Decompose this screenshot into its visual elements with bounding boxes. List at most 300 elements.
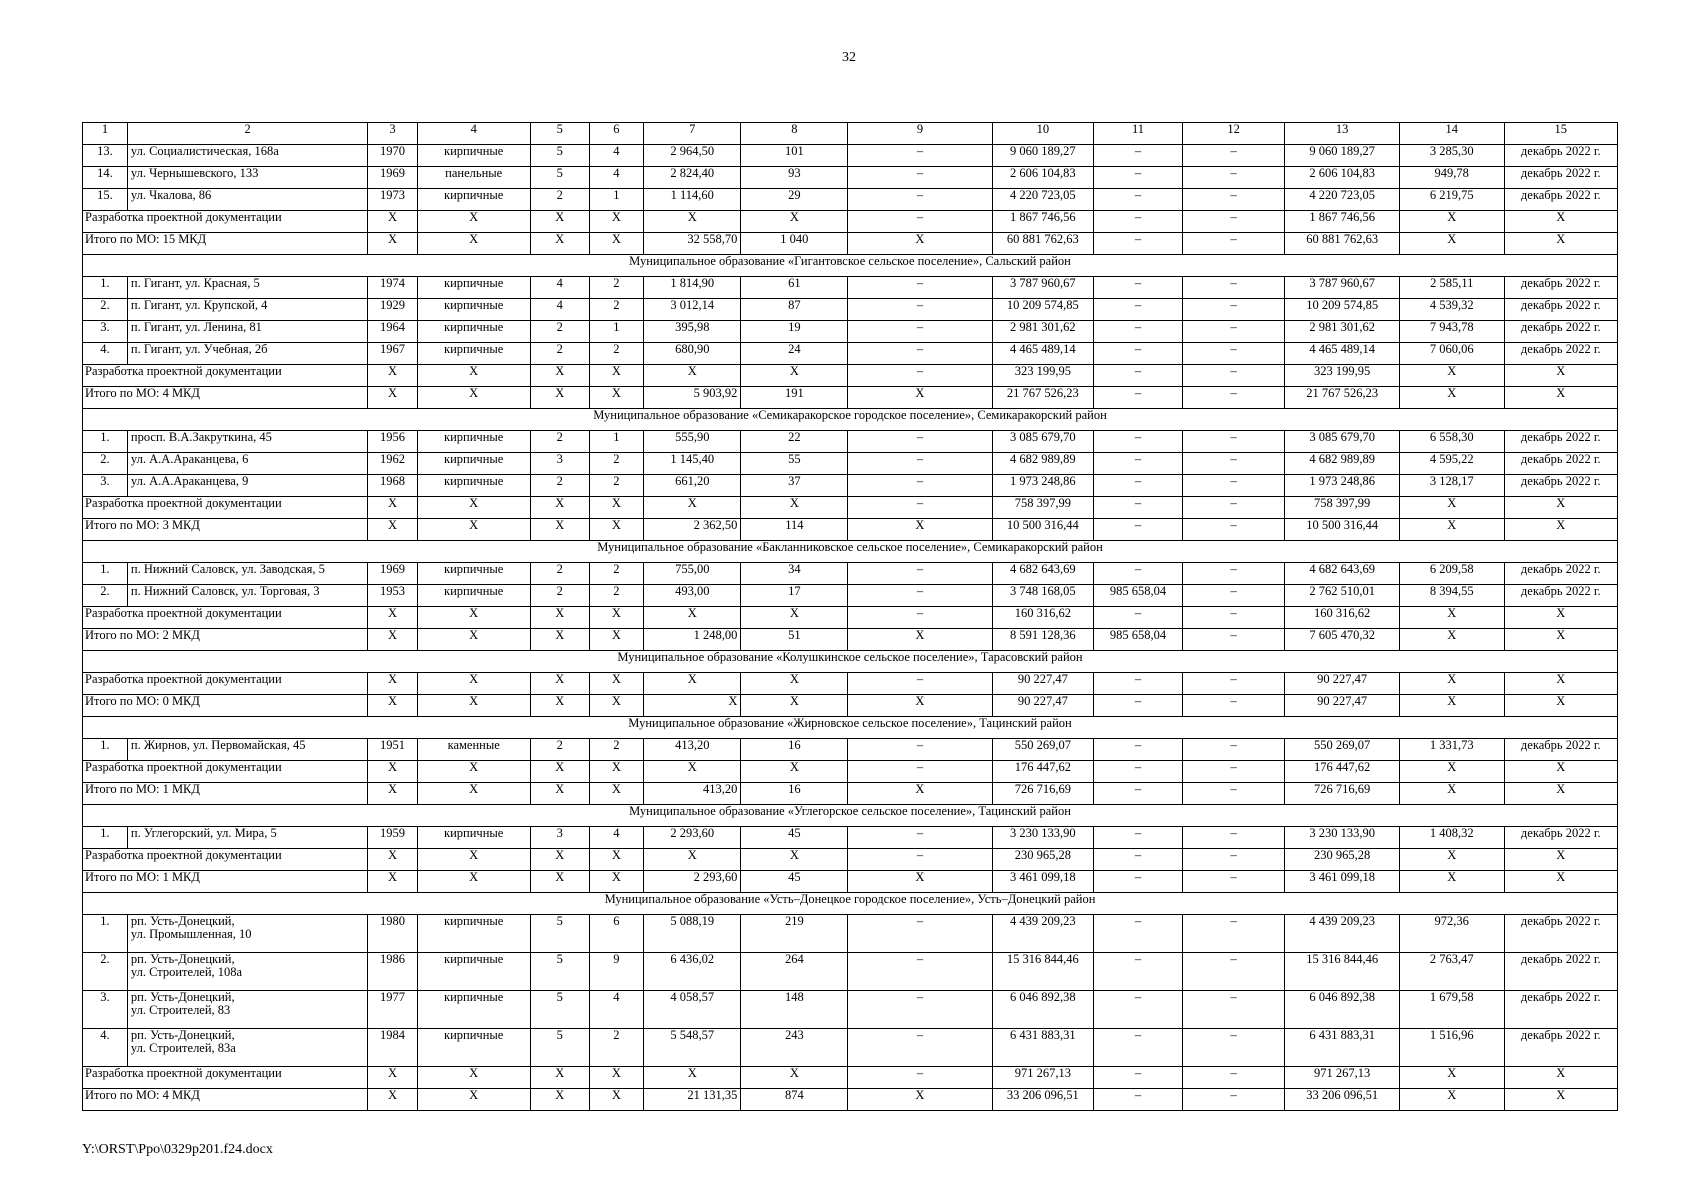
cell-col-8: 55 — [741, 453, 848, 475]
cell-col-14: 7 060,06 — [1399, 343, 1504, 365]
cell-col-12: – — [1182, 211, 1285, 233]
cell-col-5: 5 — [530, 915, 589, 953]
cell-col-4: каменные — [417, 739, 530, 761]
cell-col-1: 1. — [83, 431, 128, 453]
cell-col-5: Х — [530, 1067, 589, 1089]
cell-col-11: – — [1094, 563, 1183, 585]
cell-col-7: 1 248,00 — [644, 629, 741, 651]
cell-col-1: 3. — [83, 321, 128, 343]
column-number-1: 1 — [83, 123, 128, 145]
cell-col-9: Х — [848, 629, 992, 651]
cell-col-1: 2. — [83, 585, 128, 607]
municipality-total-row — [83, 387, 1618, 409]
cell-col-5: Х — [530, 761, 589, 783]
cell-col-15: декабрь 2022 г. — [1504, 299, 1617, 321]
cell-col-10: 2 606 104,83 — [992, 167, 1094, 189]
cell-col-3: Х — [368, 497, 417, 519]
cell-col-9: – — [848, 277, 992, 299]
cell-col-11: – — [1094, 1067, 1183, 1089]
cell-col-1: 15. — [83, 189, 128, 211]
column-number-2: 2 — [127, 123, 368, 145]
cell-col-9: – — [848, 321, 992, 343]
cell-col-2 — [127, 1029, 368, 1067]
cell-col-9: – — [848, 1067, 992, 1089]
cell-col-7: 2 824,40 — [644, 167, 741, 189]
cell-col-10: 6 046 892,38 — [992, 991, 1094, 1029]
address-line-2: ул. Промышленная, 10 — [130, 927, 252, 942]
cell-col-13: 4 682 989,89 — [1285, 453, 1399, 475]
cell-col-7: Х — [644, 673, 741, 695]
cell-col-3: 1984 — [368, 1029, 417, 1067]
project-doc-label: Разработка проектной документации — [83, 849, 368, 871]
cell-col-8: Х — [741, 1067, 848, 1089]
cell-col-12: – — [1182, 431, 1285, 453]
header-row — [83, 123, 1618, 145]
cell-col-11: – — [1094, 915, 1183, 953]
cell-col-1: 4. — [83, 1029, 128, 1067]
cell-col-5: 3 — [530, 827, 589, 849]
cell-col-10: 21 767 526,23 — [992, 387, 1094, 409]
cell-col-6: Х — [589, 519, 644, 541]
cell-col-7: Х — [644, 211, 741, 233]
cell-col-6: 2 — [589, 563, 644, 585]
cell-col-11: – — [1094, 167, 1183, 189]
cell-col-4: кирпичные — [417, 991, 530, 1029]
cell-col-13: 4 682 643,69 — [1285, 563, 1399, 585]
cell-col-12: – — [1182, 1067, 1285, 1089]
cell-col-5: Х — [530, 629, 589, 651]
cell-col-6: Х — [589, 1089, 644, 1111]
cell-col-15: декабрь 2022 г. — [1504, 739, 1617, 761]
cell-col-9: – — [848, 431, 992, 453]
cell-col-13: 90 227,47 — [1285, 673, 1399, 695]
cell-col-13: 1 973 248,86 — [1285, 475, 1399, 497]
cell-col-10: 10 500 316,44 — [992, 519, 1094, 541]
cell-col-15: декабрь 2022 г. — [1504, 343, 1617, 365]
cell-col-14: Х — [1399, 607, 1504, 629]
cell-col-14: 1 679,58 — [1399, 991, 1504, 1029]
municipality-total-row — [83, 871, 1618, 893]
cell-col-10: 3 085 679,70 — [992, 431, 1094, 453]
cell-col-6: Х — [589, 783, 644, 805]
cell-col-10: 33 206 096,51 — [992, 1089, 1094, 1111]
cell-col-6: 2 — [589, 1029, 644, 1067]
cell-col-11: – — [1094, 321, 1183, 343]
cell-col-14: Х — [1399, 519, 1504, 541]
cell-col-12: – — [1182, 629, 1285, 651]
cell-col-4: кирпичные — [417, 277, 530, 299]
cell-col-5: Х — [530, 673, 589, 695]
cell-col-7: 1 114,60 — [644, 189, 741, 211]
municipality-total-row — [83, 1089, 1618, 1111]
cell-col-15: декабрь 2022 г. — [1504, 145, 1617, 167]
cell-col-11: – — [1094, 953, 1183, 991]
cell-col-1: 3. — [83, 991, 128, 1029]
municipality-total-row — [83, 695, 1618, 717]
cell-col-5: 3 — [530, 453, 589, 475]
address-line-1: рп. Усть-Донецкий, — [130, 952, 235, 966]
cell-col-13: 7 605 470,32 — [1285, 629, 1399, 651]
cell-col-4: Х — [417, 761, 530, 783]
cell-col-5: 5 — [530, 953, 589, 991]
cell-col-1: 2. — [83, 953, 128, 991]
cell-col-3: 1970 — [368, 145, 417, 167]
cell-col-15: декабрь 2022 г. — [1504, 827, 1617, 849]
cell-col-14: Х — [1399, 387, 1504, 409]
cell-col-8: 874 — [741, 1089, 848, 1111]
cell-col-7: 5 548,57 — [644, 1029, 741, 1067]
cell-col-4: Х — [417, 629, 530, 651]
cell-col-8: 37 — [741, 475, 848, 497]
cell-col-5: 5 — [530, 167, 589, 189]
project-doc-label: Разработка проектной документации — [83, 211, 368, 233]
cell-col-11: 985 658,04 — [1094, 629, 1183, 651]
cell-col-3: 1977 — [368, 991, 417, 1029]
cell-col-15: Х — [1504, 1067, 1617, 1089]
cell-col-3: 1951 — [368, 739, 417, 761]
cell-col-3: Х — [368, 1067, 417, 1089]
cell-col-10: 971 267,13 — [992, 1067, 1094, 1089]
cell-col-10: 4 439 209,23 — [992, 915, 1094, 953]
municipality-total-row — [83, 233, 1618, 255]
cell-col-12: – — [1182, 849, 1285, 871]
cell-col-13: 60 881 762,63 — [1285, 233, 1399, 255]
column-number-13: 13 — [1285, 123, 1399, 145]
cell-col-11: – — [1094, 1089, 1183, 1111]
cell-col-14: Х — [1399, 497, 1504, 519]
cell-col-13: 1 867 746,56 — [1285, 211, 1399, 233]
cell-col-15: декабрь 2022 г. — [1504, 1029, 1617, 1067]
cell-col-8: 61 — [741, 277, 848, 299]
cell-col-13: 4 439 209,23 — [1285, 915, 1399, 953]
building-row — [83, 739, 1618, 761]
cell-col-14: Х — [1399, 233, 1504, 255]
cell-col-8: 148 — [741, 991, 848, 1029]
cell-col-4: Х — [417, 519, 530, 541]
total-label: Итого по МО: 4 МКД — [83, 1089, 368, 1111]
cell-col-11: – — [1094, 145, 1183, 167]
cell-col-15: декабрь 2022 г. — [1504, 189, 1617, 211]
cell-col-9: – — [848, 915, 992, 953]
cell-col-10: 3 748 168,05 — [992, 585, 1094, 607]
cell-col-9: – — [848, 167, 992, 189]
cell-col-10: 4 682 989,89 — [992, 453, 1094, 475]
cell-col-4: Х — [417, 211, 530, 233]
cell-col-9: – — [848, 497, 992, 519]
cell-col-12: – — [1182, 233, 1285, 255]
cell-col-4: кирпичные — [417, 431, 530, 453]
cell-col-2 — [127, 991, 368, 1029]
cell-col-15: декабрь 2022 г. — [1504, 915, 1617, 953]
building-row — [83, 827, 1618, 849]
cell-col-6: 4 — [589, 145, 644, 167]
cell-col-15: Х — [1504, 783, 1617, 805]
cell-col-1: 1. — [83, 277, 128, 299]
cell-col-2: п. Нижний Саловск, ул. Заводская, 5 — [127, 563, 368, 585]
cell-col-8: 19 — [741, 321, 848, 343]
cell-col-7: 3 012,14 — [644, 299, 741, 321]
cell-col-6: 2 — [589, 453, 644, 475]
municipality-total-row — [83, 783, 1618, 805]
cell-col-10: 230 965,28 — [992, 849, 1094, 871]
cell-col-1: 2. — [83, 299, 128, 321]
cell-col-12: – — [1182, 475, 1285, 497]
building-row — [83, 1029, 1618, 1067]
cell-col-3: Х — [368, 695, 417, 717]
cell-col-14: Х — [1399, 211, 1504, 233]
cell-col-12: – — [1182, 871, 1285, 893]
cell-col-11: – — [1094, 1029, 1183, 1067]
cell-col-7: 2 293,60 — [644, 827, 741, 849]
page-number: 32 — [842, 50, 856, 65]
total-label: Итого по МО: 0 МКД — [83, 695, 368, 717]
cell-col-7: 1 814,90 — [644, 277, 741, 299]
cell-col-4: кирпичные — [417, 321, 530, 343]
building-row — [83, 299, 1618, 321]
cell-col-13: 3 085 679,70 — [1285, 431, 1399, 453]
cell-col-10: 10 209 574,85 — [992, 299, 1094, 321]
cell-col-9: Х — [848, 387, 992, 409]
cell-col-11: – — [1094, 475, 1183, 497]
column-number-3: 3 — [368, 123, 417, 145]
cell-col-3: 1929 — [368, 299, 417, 321]
total-label: Итого по МО: 2 МКД — [83, 629, 368, 651]
cell-col-6: Х — [589, 497, 644, 519]
cell-col-9: – — [848, 343, 992, 365]
cell-col-7: 5 088,19 — [644, 915, 741, 953]
project-documentation-row — [83, 1067, 1618, 1089]
cell-col-15: декабрь 2022 г. — [1504, 431, 1617, 453]
total-label: Итого по МО: 15 МКД — [83, 233, 368, 255]
cell-col-12: – — [1182, 953, 1285, 991]
cell-col-3: Х — [368, 607, 417, 629]
cell-col-5: 2 — [530, 343, 589, 365]
building-row — [83, 145, 1618, 167]
cell-col-14: 1 408,32 — [1399, 827, 1504, 849]
project-doc-label: Разработка проектной документации — [83, 673, 368, 695]
cell-col-8: 87 — [741, 299, 848, 321]
cell-col-9: Х — [848, 783, 992, 805]
total-label: Итого по МО: 4 МКД — [83, 387, 368, 409]
cell-col-13: 4 220 723,05 — [1285, 189, 1399, 211]
building-row — [83, 167, 1618, 189]
cell-col-11: – — [1094, 695, 1183, 717]
cell-col-2: ул. А.А.Араканцева, 6 — [127, 453, 368, 475]
cell-col-15: Х — [1504, 871, 1617, 893]
cell-col-4: Х — [417, 1089, 530, 1111]
cell-col-6: Х — [589, 211, 644, 233]
cell-col-6: Х — [589, 629, 644, 651]
cell-col-10: 4 465 489,14 — [992, 343, 1094, 365]
cell-col-3: 1967 — [368, 343, 417, 365]
cell-col-15: декабрь 2022 г. — [1504, 953, 1617, 991]
municipality-section-row — [83, 651, 1618, 673]
cell-col-15: декабрь 2022 г. — [1504, 321, 1617, 343]
cell-col-10: 15 316 844,46 — [992, 953, 1094, 991]
cell-col-3: 1973 — [368, 189, 417, 211]
address-line-2: ул. Строителей, 83 — [130, 1003, 231, 1018]
cell-col-10: 176 447,62 — [992, 761, 1094, 783]
cell-col-9: – — [848, 189, 992, 211]
cell-col-12: – — [1182, 1029, 1285, 1067]
cell-col-4: Х — [417, 233, 530, 255]
cell-col-12: – — [1182, 453, 1285, 475]
cell-col-6: Х — [589, 1067, 644, 1089]
cell-col-3: 1956 — [368, 431, 417, 453]
municipality-title: Муниципальное образование «Гигантовское сельское поселение», Сальский район — [83, 255, 1618, 277]
cell-col-15: декабрь 2022 г. — [1504, 585, 1617, 607]
cell-col-3: Х — [368, 211, 417, 233]
cell-col-3: Х — [368, 761, 417, 783]
column-number-4: 4 — [417, 123, 530, 145]
cell-col-11: – — [1094, 761, 1183, 783]
cell-col-8: Х — [741, 695, 848, 717]
project-documentation-row — [83, 211, 1618, 233]
cell-col-6: Х — [589, 607, 644, 629]
cell-col-12: – — [1182, 189, 1285, 211]
cell-col-11: 985 658,04 — [1094, 585, 1183, 607]
cell-col-10: 3 461 099,18 — [992, 871, 1094, 893]
cell-col-7: 555,90 — [644, 431, 741, 453]
cell-col-13: 2 606 104,83 — [1285, 167, 1399, 189]
cell-col-4: кирпичные — [417, 953, 530, 991]
project-doc-label: Разработка проектной документации — [83, 1067, 368, 1089]
cell-col-13: 3 787 960,67 — [1285, 277, 1399, 299]
cell-col-8: 45 — [741, 871, 848, 893]
project-documentation-row — [83, 673, 1618, 695]
cell-col-9: – — [848, 475, 992, 497]
cell-col-4: Х — [417, 695, 530, 717]
cell-col-12: – — [1182, 1089, 1285, 1111]
project-documentation-row — [83, 497, 1618, 519]
cell-col-7: Х — [644, 607, 741, 629]
cell-col-6: 2 — [589, 475, 644, 497]
column-number-7: 7 — [644, 123, 741, 145]
cell-col-6: Х — [589, 673, 644, 695]
municipality-title: Муниципальное образование «Углегорское сельское поселение», Тацинский район — [83, 805, 1618, 827]
cell-col-4: кирпичные — [417, 585, 530, 607]
cell-col-8: Х — [741, 497, 848, 519]
cell-col-14: 972,36 — [1399, 915, 1504, 953]
cell-col-12: – — [1182, 167, 1285, 189]
cell-col-4: Х — [417, 497, 530, 519]
cell-col-13: 2 762 510,01 — [1285, 585, 1399, 607]
cell-col-4: Х — [417, 387, 530, 409]
cell-col-3: 1968 — [368, 475, 417, 497]
cell-col-15: Х — [1504, 497, 1617, 519]
cell-col-10: 726 716,69 — [992, 783, 1094, 805]
cell-col-1: 1. — [83, 739, 128, 761]
cell-col-2: просп. В.А.Закруткина, 45 — [127, 431, 368, 453]
cell-col-15: Х — [1504, 673, 1617, 695]
cell-col-6: Х — [589, 761, 644, 783]
cell-col-14: 1 331,73 — [1399, 739, 1504, 761]
cell-col-7: Х — [644, 497, 741, 519]
cell-col-15: Х — [1504, 519, 1617, 541]
project-doc-label: Разработка проектной документации — [83, 497, 368, 519]
cell-col-6: 2 — [589, 277, 644, 299]
cell-col-8: 114 — [741, 519, 848, 541]
cell-col-11: – — [1094, 277, 1183, 299]
cell-col-8: Х — [741, 607, 848, 629]
cell-col-2 — [127, 915, 368, 953]
cell-col-2: п. Нижний Саловск, ул. Торговая, 3 — [127, 585, 368, 607]
cell-col-8: 29 — [741, 189, 848, 211]
cell-col-14: 7 943,78 — [1399, 321, 1504, 343]
cell-col-12: – — [1182, 277, 1285, 299]
cell-col-6: Х — [589, 387, 644, 409]
cell-col-8: Х — [741, 365, 848, 387]
cell-col-11: – — [1094, 299, 1183, 321]
cell-col-10: 4 682 643,69 — [992, 563, 1094, 585]
cell-col-8: 191 — [741, 387, 848, 409]
cell-col-11: – — [1094, 607, 1183, 629]
cell-col-9: Х — [848, 1089, 992, 1111]
cell-col-7: 395,98 — [644, 321, 741, 343]
municipality-total-row — [83, 519, 1618, 541]
cell-col-3: 1980 — [368, 915, 417, 953]
municipality-section-row — [83, 805, 1618, 827]
cell-col-5: 4 — [530, 299, 589, 321]
cell-col-14: 2 763,47 — [1399, 953, 1504, 991]
cell-col-5: Х — [530, 497, 589, 519]
cell-col-7: 2 362,50 — [644, 519, 741, 541]
cell-col-11: – — [1094, 673, 1183, 695]
cell-col-11: – — [1094, 991, 1183, 1029]
total-label: Итого по МО: 1 МКД — [83, 871, 368, 893]
municipality-title: Муниципальное образование «Колушкинское сельское поселение», Тарасовский район — [83, 651, 1618, 673]
cell-col-2: ул. А.А.Араканцева, 9 — [127, 475, 368, 497]
cell-col-5: 2 — [530, 475, 589, 497]
cell-col-5: 4 — [530, 277, 589, 299]
cell-col-9: – — [848, 761, 992, 783]
cell-col-15: Х — [1504, 211, 1617, 233]
cell-col-15: Х — [1504, 1089, 1617, 1111]
cell-col-13: 3 230 133,90 — [1285, 827, 1399, 849]
cell-col-12: – — [1182, 365, 1285, 387]
cell-col-13: 21 767 526,23 — [1285, 387, 1399, 409]
cell-col-10: 60 881 762,63 — [992, 233, 1094, 255]
project-documentation-row — [83, 607, 1618, 629]
cell-col-2: п. Гигант, ул. Учебная, 2б — [127, 343, 368, 365]
cell-col-14: 3 128,17 — [1399, 475, 1504, 497]
address-line-1: рп. Усть-Донецкий, — [130, 1028, 235, 1042]
cell-col-15: Х — [1504, 629, 1617, 651]
cell-col-3: 1962 — [368, 453, 417, 475]
cell-col-15: декабрь 2022 г. — [1504, 991, 1617, 1029]
cell-col-13: 4 465 489,14 — [1285, 343, 1399, 365]
project-documentation-row — [83, 849, 1618, 871]
cell-col-10: 2 981 301,62 — [992, 321, 1094, 343]
cell-col-1: 1. — [83, 563, 128, 585]
cell-col-5: 2 — [530, 585, 589, 607]
cell-col-3: Х — [368, 629, 417, 651]
municipality-title: Муниципальное образование «Бакланниковское сельское поселение», Семикаракорский район — [83, 541, 1618, 563]
municipality-title: Муниципальное образование «Жирновское сельское поселение», Тацинский район — [83, 717, 1618, 739]
cell-col-3: Х — [368, 365, 417, 387]
cell-col-5: 5 — [530, 1029, 589, 1067]
cell-col-14: Х — [1399, 1067, 1504, 1089]
cell-col-9: – — [848, 739, 992, 761]
building-row — [83, 953, 1618, 991]
cell-col-9: – — [848, 849, 992, 871]
cell-col-10: 3 230 133,90 — [992, 827, 1094, 849]
cell-col-10: 4 220 723,05 — [992, 189, 1094, 211]
building-row — [83, 585, 1618, 607]
cell-col-6: 2 — [589, 299, 644, 321]
cell-col-8: Х — [741, 673, 848, 695]
building-row — [83, 277, 1618, 299]
